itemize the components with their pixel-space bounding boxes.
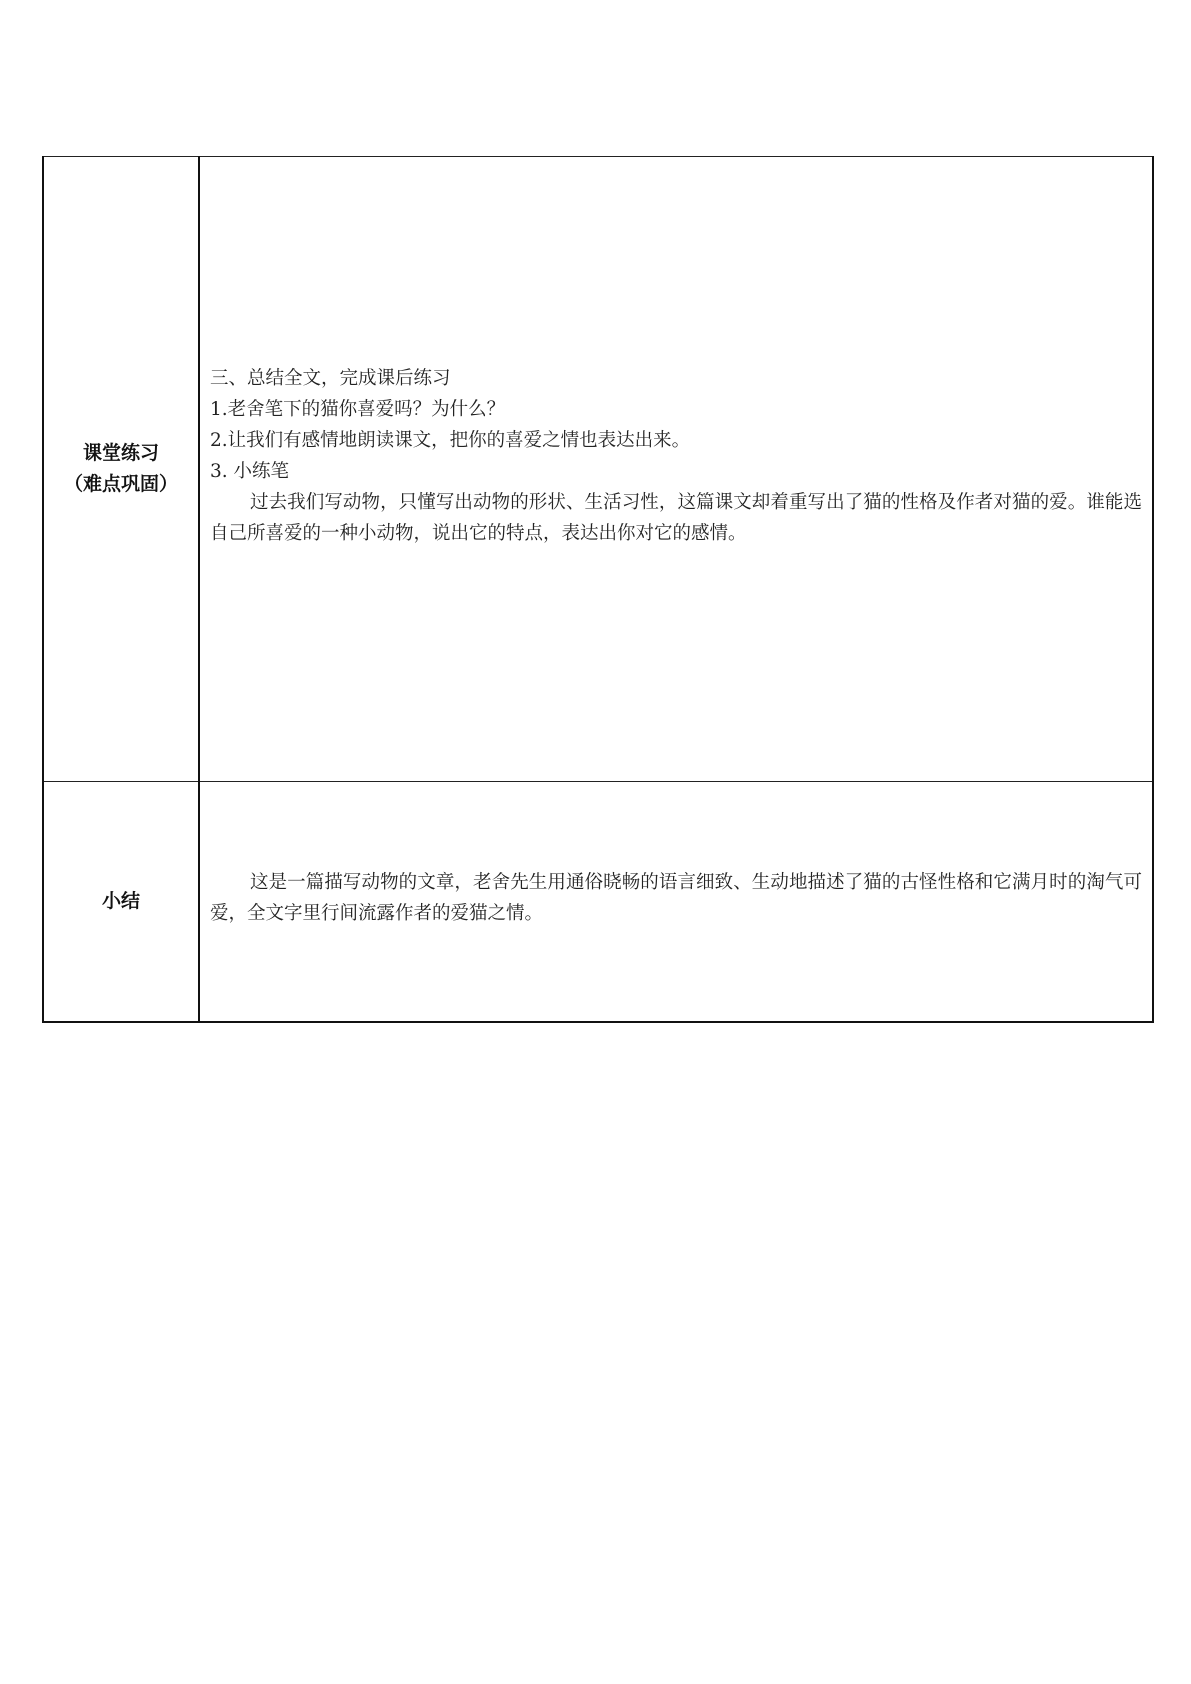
summary-row: [43, 782, 1153, 1022]
practice-item-1: 1.老舍笔下的猫你喜爱吗？为什么？: [210, 399, 506, 420]
practice-item-2: 2.让我们有感情地朗读课文，把你的喜爱之情也表达出来。: [210, 430, 691, 451]
summary-label: 小结: [101, 889, 140, 912]
practice-row: [43, 157, 1153, 782]
practice-label-cell: [43, 157, 199, 782]
practice-content-cell: [199, 157, 1153, 782]
lesson-plan-table: [42, 156, 1154, 1023]
summary-paragraph: 这是一篇描写动物的文章，老舍先生用通俗晓畅的语言细致、生动地描述了猫的古怪性格和它满月时的淘气可爱，全文字里行间流露作者的爱猫之情。: [210, 872, 1142, 925]
practice-heading: 三、总结全文，完成课后练习: [210, 368, 451, 389]
practice-paragraph: 过去我们写动物，只懂写出动物的形状、生活习性，这篇课文却着重写出了猫的性格及作者对猫的爱。谁能选自己所喜爱的一种小动物，说出它的特点，表达出你对它的感情。: [210, 492, 1142, 544]
summary-label-cell: [43, 782, 199, 1022]
practice-label: 课堂练习: [82, 442, 159, 464]
summary-content-cell: [199, 782, 1153, 1022]
practice-sublabel: （难点巩固）: [63, 473, 178, 495]
practice-item-3: 3. 小练笔: [210, 461, 290, 482]
